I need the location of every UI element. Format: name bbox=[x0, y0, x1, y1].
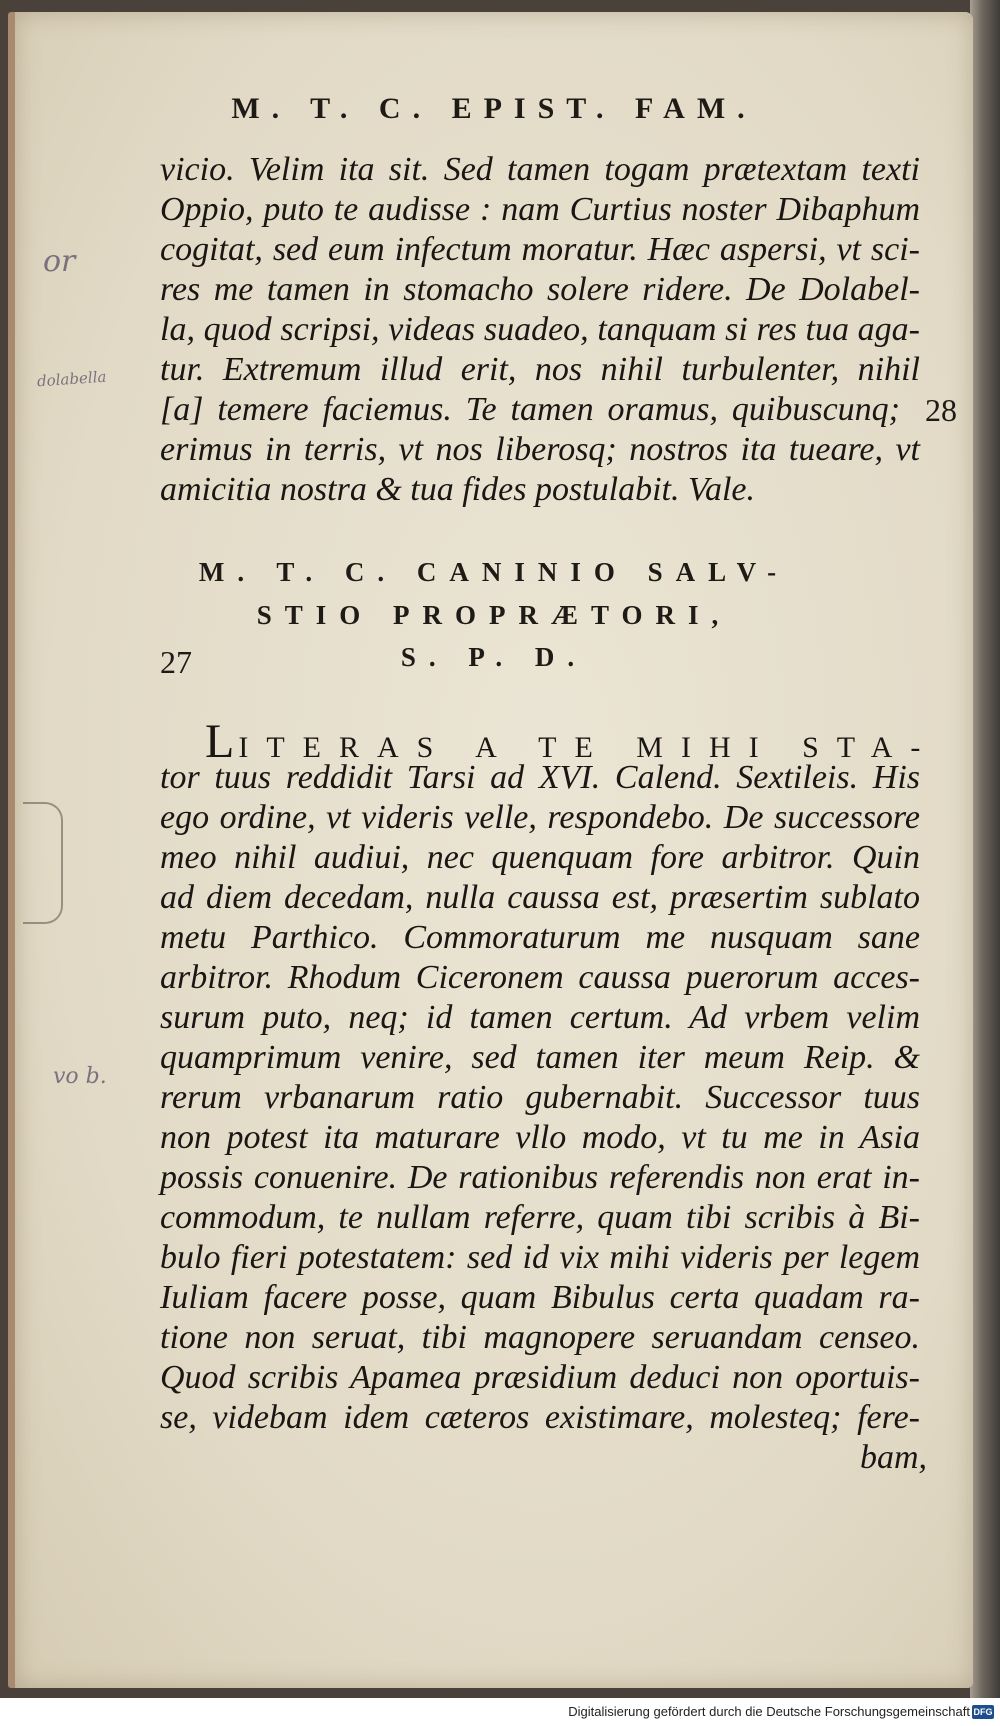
text-line: amicitia nostra & tua fides postulabit. Vale. bbox=[160, 471, 755, 508]
text-line: Oppio, puto te audisse : nam Curtius noster Dibaphum bbox=[160, 191, 920, 228]
dfg-logo: DFG bbox=[973, 1707, 993, 1717]
text-line: tione non seruat, tibi magnopere seruandam censeo. bbox=[160, 1319, 920, 1356]
text-line: metu Parthico. Commoraturum me nusquam sane bbox=[160, 919, 920, 956]
text-line: ego ordine, vt videris velle, respondebo. De successore bbox=[160, 799, 920, 836]
text-line-catchword: bam, bbox=[860, 1439, 928, 1476]
funding-credit: Digitalisierung gefördert durch die Deutsche Forschungsgemeinschaft bbox=[568, 1704, 970, 1719]
text-line: surum puto, neq; id tamen certum. Ad vrbem velim bbox=[160, 999, 920, 1036]
marginal-note: or bbox=[43, 244, 76, 279]
footer-bar bbox=[0, 1700, 1000, 1726]
text-line: tur. Extremum illud erit, nos nihil turbulenter, nihil bbox=[160, 351, 920, 388]
text-line: quamprimum venire, sed tamen iter meum Reip. & bbox=[160, 1039, 920, 1076]
opening-caps: ITERAS A TE MIHI STA- bbox=[238, 731, 939, 764]
folio-number-right: 28 bbox=[925, 392, 957, 428]
book-page bbox=[8, 12, 973, 1688]
text-line: meo nihil audiui, nec quenquam fore arbitror. Quin bbox=[160, 839, 920, 876]
text-line: vicio. Velim ita sit. Sed tamen togam prætextam texti bbox=[160, 151, 920, 188]
text-line: res me tamen in stomacho solere ridere. De Dolabel- bbox=[160, 271, 920, 308]
text-line: se, videbam idem cæteros existimare, molesteq; fere- bbox=[160, 1399, 920, 1436]
text-line: possis conuenire. De rationibus referendis non erat in- bbox=[160, 1159, 920, 1196]
text-line: non potest ita maturare vllo modo, vt tu me in Asia bbox=[160, 1119, 920, 1156]
text-line: cogitat, sed eum infectum moratur. Hæc aspersi, vt sci- bbox=[160, 231, 920, 268]
text-line: commodum, te nullam referre, quam tibi scribis à Bi- bbox=[160, 1199, 920, 1236]
text-line: tor tuus reddidit Tarsi ad XVI. Calend. Sextileis. His bbox=[160, 759, 920, 796]
text-line: bulo fieri potestatem: sed id vix mihi videris per legem bbox=[160, 1239, 920, 1276]
text-line: [a] temere faciemus. Te tamen oramus, quibuscunq; bbox=[160, 391, 900, 428]
text-line: arbitror. Rhodum Ciceronem caussa puerorum acces- bbox=[160, 959, 920, 996]
text-line: Quod scribis Apamea præsidium deduci non oportuis- bbox=[160, 1359, 920, 1396]
letter-heading-line-3: S. P. D. bbox=[400, 642, 588, 672]
margin-bracket-mark bbox=[23, 802, 63, 924]
text-line: Iuliam facere posse, quam Bibulus certa quadam ra- bbox=[160, 1279, 920, 1316]
marginal-note: vo b. bbox=[53, 1064, 107, 1089]
text-line: erimus in terris, vt nos liberosq; nostros ita tueare, vt bbox=[160, 431, 920, 468]
page-edge bbox=[970, 0, 1000, 1698]
letter-heading-line-1: M. T. C. CANINIO SALV- bbox=[198, 557, 790, 587]
folio-number-left: 27 bbox=[160, 644, 192, 680]
text-line: rerum vrbanarum ratio gubernabit. Successor tuus bbox=[160, 1079, 920, 1116]
text-line: ad diem decedam, nulla caussa est, præsertim sublato bbox=[160, 879, 920, 916]
letter-heading-line-2: STIO PROPRÆTORI, bbox=[256, 600, 732, 630]
running-head: M. T. C. EPIST. FAM. bbox=[231, 92, 757, 125]
marginal-note: dolabella bbox=[36, 367, 107, 391]
text-line: la, quod scripsi, videas suadeo, tanquam si res tua aga- bbox=[160, 311, 920, 348]
drop-initial: L bbox=[205, 715, 239, 768]
